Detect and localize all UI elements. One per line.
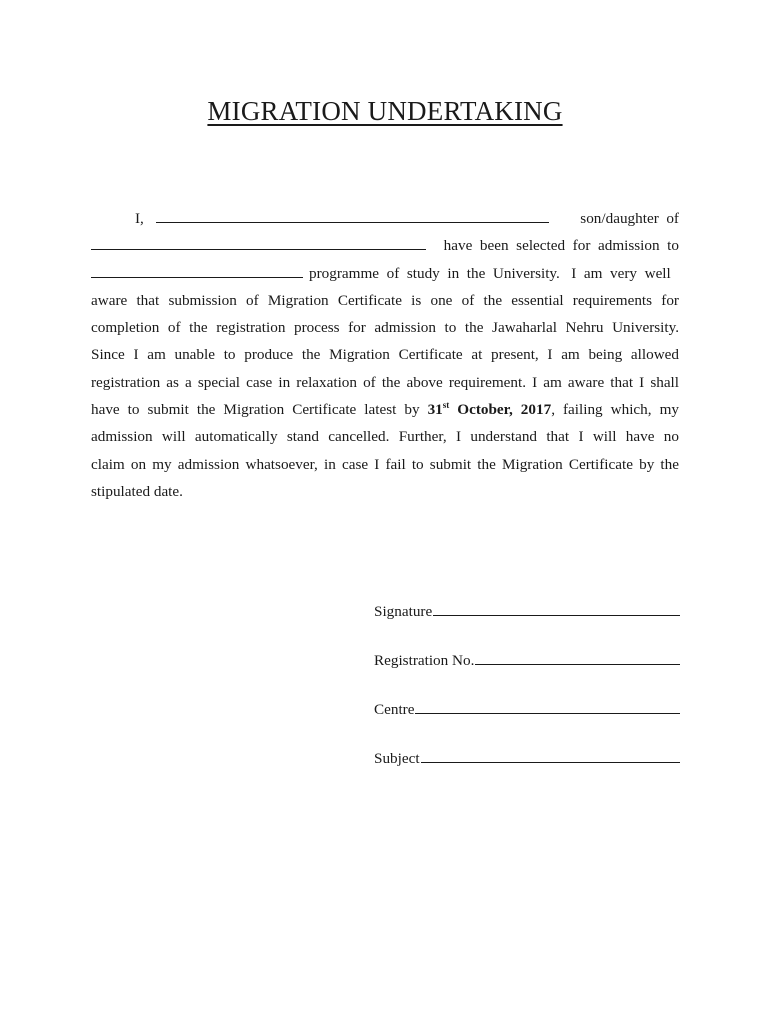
deadline-day: 31 bbox=[427, 401, 443, 419]
paragraph-line-2 bbox=[91, 232, 679, 259]
name-blank[interactable] bbox=[156, 222, 549, 223]
signature-blank[interactable] bbox=[433, 615, 680, 616]
registration-field[interactable] bbox=[374, 652, 680, 670]
text-selected-for-admission: have been selected for admission to bbox=[443, 237, 679, 255]
text-programme-of-study: programme of study in the University. I am very well bbox=[309, 264, 671, 282]
paragraph-line-4: aware that submission of Migration Certificate is one of the essential requirements for bbox=[91, 291, 679, 309]
document-title bbox=[0, 96, 770, 127]
undertaking-paragraph bbox=[91, 205, 679, 505]
paragraph-line-1 bbox=[91, 205, 679, 232]
text-submit-latest-by: have to submit the Migration Certificate latest by bbox=[91, 401, 428, 419]
registration-blank[interactable] bbox=[475, 664, 680, 665]
paragraph-line-8 bbox=[91, 396, 679, 423]
paragraph-line-3 bbox=[91, 260, 679, 287]
parent-name-blank[interactable] bbox=[91, 249, 426, 250]
centre-field[interactable] bbox=[374, 701, 680, 719]
paragraph-line-6: Since I am unable to produce the Migration Certificate at present, I am being allowed bbox=[91, 346, 679, 364]
text-i: I, bbox=[135, 210, 144, 227]
programme-blank[interactable] bbox=[91, 277, 303, 278]
deadline-day-suffix: st bbox=[442, 400, 450, 411]
paragraph-line-9: admission will automatically stand cancelled. Further, I understand that I will have no bbox=[91, 428, 679, 446]
deadline-month-year: October, 2017 bbox=[449, 401, 552, 419]
signature-label: Signature bbox=[374, 603, 433, 620]
subject-label: Subject bbox=[374, 750, 420, 767]
subject-blank[interactable] bbox=[421, 762, 680, 763]
text-son-daughter: son/daughter of bbox=[580, 210, 679, 227]
centre-label: Centre bbox=[374, 701, 415, 718]
paragraph-line-5: completion of the registration process for admission to the Jawaharlal Nehru University. bbox=[91, 319, 679, 337]
paragraph-line-10: claim on my admission whatsoever, in case I fail to submit the Migration Certificate by the bbox=[91, 455, 679, 473]
centre-blank[interactable] bbox=[415, 713, 680, 714]
registration-label: Registration No. bbox=[374, 652, 475, 669]
title-text: MIGRATION UNDERTAKING bbox=[207, 96, 563, 126]
subject-field[interactable] bbox=[374, 750, 680, 768]
text-failing-which: , failing which, my bbox=[551, 401, 679, 419]
signature-field[interactable] bbox=[374, 603, 680, 621]
deadline-date bbox=[428, 401, 552, 418]
paragraph-line-11: stipulated date. bbox=[91, 482, 183, 500]
paragraph-line-7: registration as a special case in relaxation of the above requirement. I am aware that I shall bbox=[91, 373, 679, 391]
